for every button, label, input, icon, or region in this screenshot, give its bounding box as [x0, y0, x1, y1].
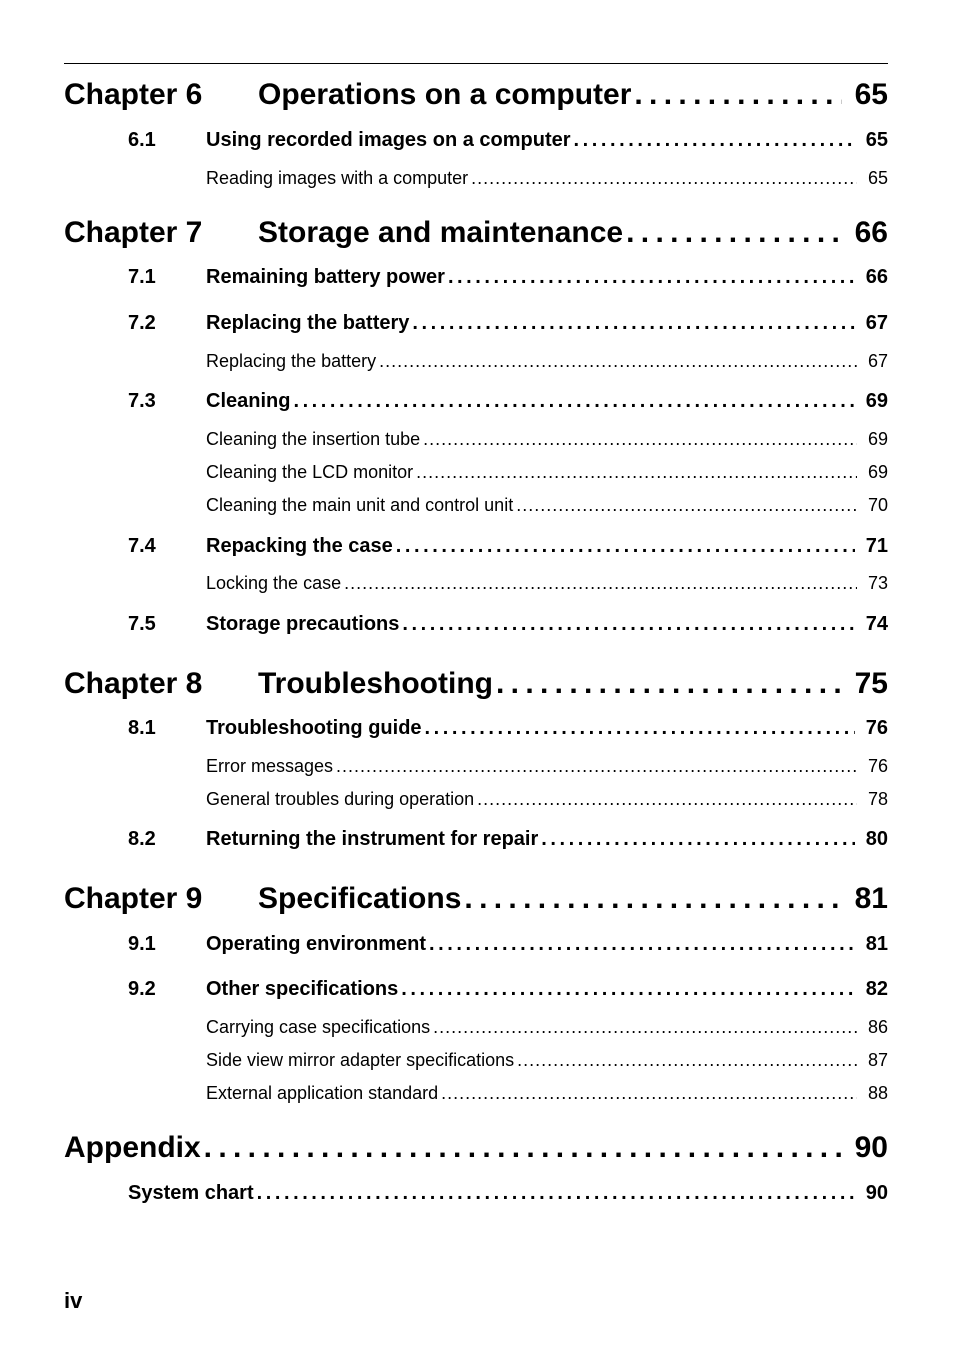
section-title: Replacing the battery	[206, 312, 410, 334]
toc-subsection[interactable]	[64, 573, 888, 599]
dot-leader	[257, 1182, 855, 1205]
page-number: 81	[865, 933, 888, 955]
system-chart-title: System chart	[128, 1182, 254, 1204]
section-number: 7.5	[128, 613, 156, 635]
toc-section-9-2[interactable]	[64, 978, 888, 1006]
page-number: 88	[867, 1083, 888, 1103]
chapter-number: Chapter 6	[64, 78, 203, 111]
page-number: 66	[865, 266, 888, 288]
toc-subsection[interactable]	[64, 1050, 888, 1076]
dot-leader	[402, 613, 854, 636]
dot-leader	[204, 1131, 842, 1165]
toc-chapter-9[interactable]	[64, 882, 888, 922]
page-number: 67	[867, 351, 888, 371]
subsection-title: Cleaning the LCD monitor	[206, 462, 414, 482]
page-number: 78	[867, 789, 888, 809]
dot-leader	[517, 1050, 857, 1071]
section-title: Remaining battery power	[206, 266, 445, 288]
section-number: 7.3	[128, 390, 156, 412]
section-title: Other specifications	[206, 978, 399, 1000]
dot-leader	[425, 717, 855, 740]
page-number: 73	[867, 573, 888, 593]
page-number: 76	[867, 756, 888, 776]
page-number: 65	[854, 78, 888, 111]
toc-subsection[interactable]	[64, 1083, 888, 1109]
subsection-title: Locking the case	[206, 573, 342, 593]
toc-section-7-5[interactable]	[64, 613, 888, 641]
page-number: 76	[865, 717, 888, 739]
page-number: 90	[854, 1131, 888, 1164]
section-number: 7.2	[128, 312, 156, 334]
page-number: 87	[867, 1050, 888, 1070]
chapter-number: Chapter 7	[64, 216, 203, 249]
page-number: 65	[865, 129, 888, 151]
dot-leader	[433, 1017, 857, 1038]
page-number: 75	[854, 667, 888, 700]
dot-leader	[477, 789, 857, 810]
page-number: 69	[867, 462, 888, 482]
top-rule	[64, 63, 888, 64]
section-number: 9.2	[128, 978, 156, 1000]
chapter-title: Specifications	[258, 882, 462, 915]
dot-leader	[396, 535, 855, 558]
page-number: 90	[865, 1182, 888, 1204]
toc-chapter-8[interactable]	[64, 667, 888, 707]
toc-system-chart[interactable]	[64, 1182, 888, 1210]
toc-subsection[interactable]	[64, 168, 888, 194]
toc-subsection[interactable]	[64, 756, 888, 782]
section-title: Repacking the case	[206, 535, 393, 557]
section-title: Returning the instrument for repair	[206, 828, 539, 850]
chapter-title: Operations on a computer	[258, 78, 632, 111]
dot-leader	[626, 216, 842, 250]
appendix-title: Appendix	[64, 1131, 201, 1164]
page-number: 71	[865, 535, 888, 557]
section-title: Storage precautions	[206, 613, 400, 635]
toc-section-8-1[interactable]	[64, 717, 888, 745]
chapter-title: Troubleshooting	[258, 667, 493, 700]
toc-section-8-2[interactable]	[64, 828, 888, 856]
dot-leader	[401, 978, 854, 1001]
section-number: 7.4	[128, 535, 156, 557]
dot-leader	[541, 828, 855, 851]
section-number: 8.1	[128, 717, 156, 739]
section-title: Troubleshooting guide	[206, 717, 422, 739]
dot-leader	[471, 168, 857, 189]
dot-leader	[293, 390, 854, 413]
section-title: Using recorded images on a computer	[206, 129, 571, 151]
dot-leader	[423, 429, 857, 450]
section-number: 7.1	[128, 266, 156, 288]
section-number: 6.1	[128, 129, 156, 151]
toc-subsection[interactable]	[64, 462, 888, 488]
section-title: Cleaning	[206, 390, 291, 412]
toc-subsection[interactable]	[64, 495, 888, 521]
toc-chapter-7[interactable]	[64, 216, 888, 256]
toc-section-7-3[interactable]	[64, 390, 888, 418]
page-number: 82	[865, 978, 888, 1000]
subsection-title: External application standard	[206, 1083, 439, 1103]
toc-subsection[interactable]	[64, 789, 888, 815]
dot-leader	[441, 1083, 857, 1104]
dot-leader	[496, 667, 842, 701]
section-number: 8.2	[128, 828, 156, 850]
dot-leader	[448, 266, 855, 289]
toc-section-7-1[interactable]	[64, 266, 888, 294]
toc-section-7-4[interactable]	[64, 535, 888, 563]
subsection-title: Cleaning the main unit and control unit	[206, 495, 514, 515]
dot-leader	[574, 129, 855, 152]
dot-leader	[464, 882, 841, 916]
toc-appendix[interactable]	[64, 1131, 888, 1171]
page-number: 67	[865, 312, 888, 334]
dot-leader	[379, 351, 857, 372]
subsection-title: Reading images with a computer	[206, 168, 469, 188]
dot-leader	[344, 573, 857, 594]
page-number: 69	[867, 429, 888, 449]
dot-leader	[416, 462, 857, 483]
section-title: Operating environment	[206, 933, 427, 955]
dot-leader	[336, 756, 857, 777]
subsection-title: Error messages	[206, 756, 334, 776]
chapter-title: Storage and maintenance	[258, 216, 624, 249]
toc-section-6-1[interactable]	[64, 129, 888, 157]
page-number: 69	[865, 390, 888, 412]
toc-section-7-2[interactable]	[64, 312, 888, 340]
page-number: 74	[865, 613, 888, 635]
page-number: 81	[854, 882, 888, 915]
page-number: 86	[867, 1017, 888, 1037]
page-number: 70	[867, 495, 888, 515]
dot-leader	[634, 78, 841, 112]
toc-section-9-1[interactable]	[64, 933, 888, 961]
page-number: 66	[854, 216, 888, 249]
toc-subsection[interactable]	[64, 351, 888, 377]
chapter-number: Chapter 8	[64, 667, 203, 700]
dot-leader	[412, 312, 854, 335]
subsection-title: Replacing the battery	[206, 351, 377, 371]
toc-subsection[interactable]	[64, 429, 888, 455]
toc-subsection[interactable]	[64, 1017, 888, 1043]
page-folio: iv	[64, 1288, 83, 1313]
page-number: 65	[867, 168, 888, 188]
dot-leader	[516, 495, 857, 516]
subsection-title: Side view mirror adapter specifications	[206, 1050, 515, 1070]
chapter-number: Chapter 9	[64, 882, 203, 915]
toc-chapter-6[interactable]	[64, 78, 888, 118]
dot-leader	[429, 933, 855, 956]
subsection-title: General troubles during operation	[206, 789, 475, 809]
section-number: 9.1	[128, 933, 156, 955]
subsection-title: Cleaning the insertion tube	[206, 429, 421, 449]
page-number: 80	[865, 828, 888, 850]
subsection-title: Carrying case specifications	[206, 1017, 431, 1037]
